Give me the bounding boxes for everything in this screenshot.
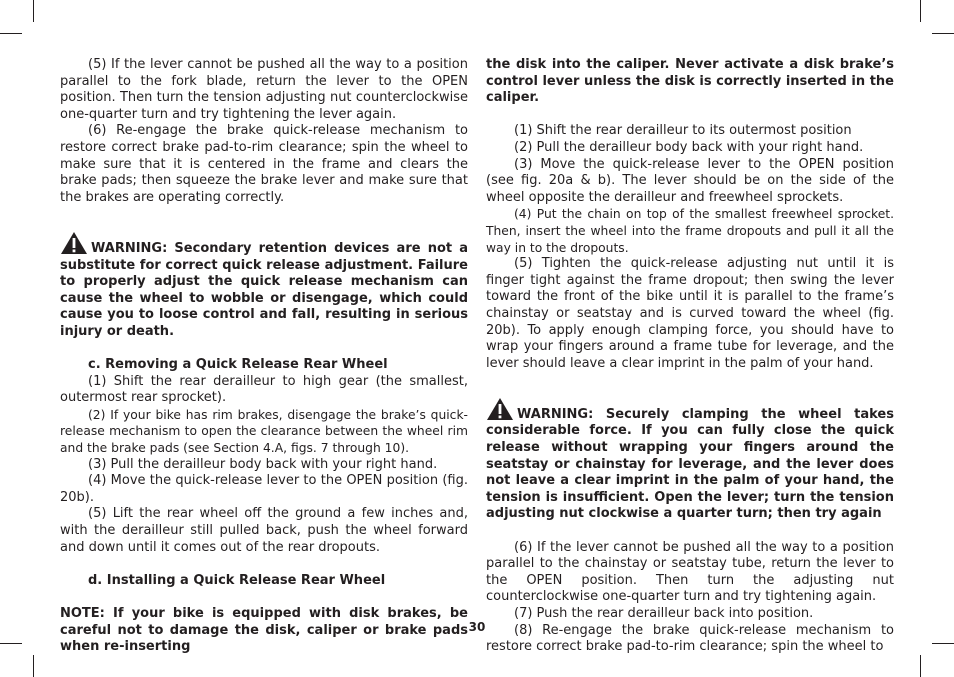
paragraph: (5) If the lever cannot be pushed all the way to a position parallel to the fork blade, return the lever to the OPEN position. Then turn the tension adjusting nut counterclockwise one-quarter turn and try tightening the lever again. xyxy=(60,57,468,122)
note-block: the disk into the caliper. Never activate a disk brake’s control lever unless the disk is correctly inserted in the caliper. xyxy=(486,57,894,106)
warning-text: WARNING: Secondary retention devices are not a substitute for correct quick release adjustment. Failure to properly adjust the quick release mechanism can cause the wheel to wobble or disengage, which could cause you to loose control and fall, resulting in serious injury or death. xyxy=(60,240,468,339)
warning-block xyxy=(60,231,468,341)
section-heading: c. Removing a Quick Release Rear Wheel xyxy=(88,357,388,373)
paragraph: (3) Pull the derailleur body back with your right hand. xyxy=(88,456,438,472)
crop-mark xyxy=(920,0,921,22)
crop-mark xyxy=(932,33,954,34)
crop-mark xyxy=(920,655,921,677)
section-heading: d. Installing a Quick Release Rear Wheel xyxy=(88,572,386,588)
page-number: 30 xyxy=(468,620,486,634)
paragraph: (5) Lift the rear wheel off the ground a few inches and, with the derailleur still pulled back, push the wheel forward and down until it comes out of the rear dropouts. xyxy=(60,506,468,555)
right-column xyxy=(486,57,894,656)
paragraph: (4) Put the chain on top of the smallest freewheel sprocket. Then, insert the wheel into the frame dropouts and pull it all the way in to the dropouts. xyxy=(486,207,894,255)
paragraph: (3) Move the quick-release lever to the OPEN position (see fig. 20a & b). The lever should be on the side of the wheel opposite the derailleur and freewheel sprockets. xyxy=(486,156,894,205)
paragraph: (4) Move the quick-release lever to the OPEN position (fig. 20b). xyxy=(60,473,468,505)
paragraph: (7) Push the rear derailleur back into position. xyxy=(514,606,814,621)
paragraph: (2) Pull the derailleur body back with your right hand. xyxy=(514,139,864,155)
paragraph: (8) Re-engage the brake quick-release mechanism to restore correct brake pad-to-rim clearance; spin the wheel to xyxy=(486,622,894,655)
warning-triangle-icon xyxy=(486,397,514,421)
crop-mark xyxy=(0,33,22,34)
paragraph: (2) If your bike has rim brakes, disengage the brake’s quick-release mechanism to open the clearance between the wheel rim and the brake pads (see Section 4.A, figs. 7 through 10). xyxy=(60,407,468,456)
warning-triangle-icon xyxy=(60,231,88,255)
crop-mark xyxy=(0,643,22,644)
crop-mark xyxy=(33,655,34,677)
note-block: NOTE: If your bike is equipped with disk brakes, be careful not to damage the disk, caliper or brake pads when re-inserting xyxy=(60,606,468,655)
warning-block xyxy=(486,397,894,523)
paragraph: (5) Tighten the quick-release adjusting nut until it is finger tight against the frame dropout; then swing the lever toward the front of the bike until it is parallel to the frame’s chainstay or seatstay and is curved toward the wheel (fig. 20b). To apply enough clamping force, you should have to wrap your fingers around a frame tube for leverage, and the lever should leave a clear imprint in the palm of your hand. xyxy=(486,256,894,371)
warning-text: WARNING: Securely clamping the wheel takes considerable force. If you can fully close the quick release without wrapping your fingers around the seatstay or chainstay for leverage, and the lever does not leave a clear imprint in the palm of your hand, the tension is insufficient. Open the lever; turn the tension adjusting nut clockwise a quarter turn; then try again xyxy=(486,406,894,522)
paragraph: (1) Shift the rear derailleur to high gear (the smallest, outermost rear sprocket). xyxy=(60,373,468,406)
left-column xyxy=(60,57,468,656)
crop-mark xyxy=(33,0,34,22)
paragraph: (1) Shift the rear derailleur to its outermost position xyxy=(514,123,852,139)
crop-mark xyxy=(932,643,954,644)
paragraph: (6) If the lever cannot be pushed all the way to a position parallel to the chainstay or seatstay tube, return the lever to the OPEN position. Then turn the adjusting nut counterclockwise one-quarter turn and try tightening again. xyxy=(486,539,894,605)
paragraph: (6) Re-engage the brake quick-release mechanism to restore correct brake pad-to-rim clearance; spin the wheel to make sure that it is centered in the frame and clears the brake pads; then squeeze the brake lever and make sure that the brakes are operating correctly. xyxy=(60,123,468,205)
